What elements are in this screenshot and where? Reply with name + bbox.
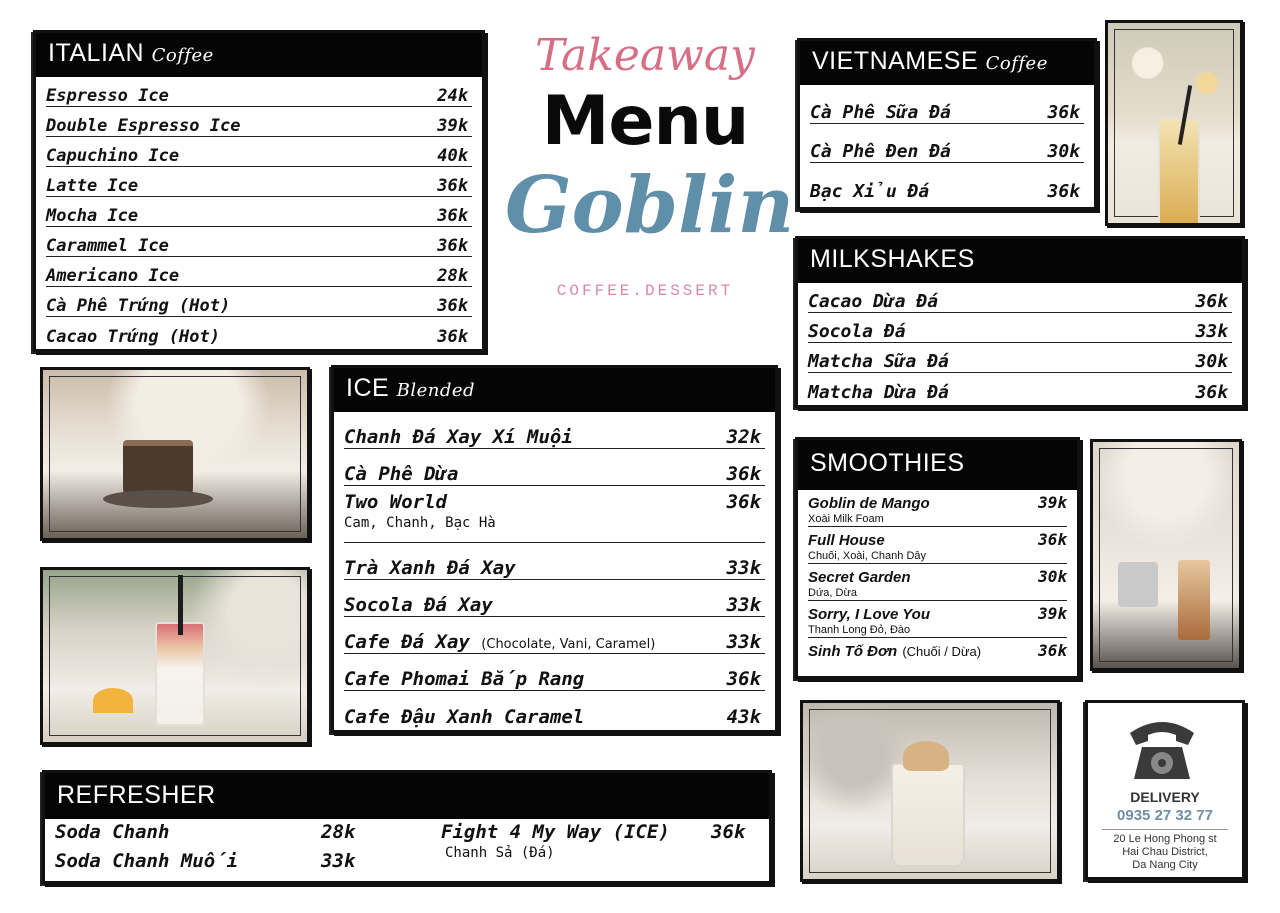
brand-name: Goblin xyxy=(505,160,795,251)
section-header xyxy=(334,368,775,412)
item-name: Espresso Ice xyxy=(46,86,169,106)
menu-item xyxy=(344,580,765,617)
item-price: 43k xyxy=(726,706,761,728)
menu-item xyxy=(46,137,472,167)
item-price: 36k xyxy=(1195,291,1228,312)
item-name: Socola Đá xyxy=(808,321,906,342)
menu-item xyxy=(810,85,1084,124)
item-price: 33k xyxy=(726,594,761,616)
item-name: Mocha Ice xyxy=(46,206,139,226)
item-name: Matcha Dừa Đá xyxy=(808,382,949,403)
saucer-icon xyxy=(103,490,213,508)
section-title: VIETNAMESE xyxy=(812,47,979,75)
menu-item xyxy=(810,124,1084,163)
item-price: 33k xyxy=(1195,321,1228,342)
item-name: Cà Phê Đen Đá xyxy=(810,141,951,162)
item-price: 36k xyxy=(726,463,761,485)
item-name: Sorry, I Love You xyxy=(808,606,930,623)
smoothies-section xyxy=(795,437,1080,679)
glass-icon xyxy=(891,763,965,867)
item-price: 36k xyxy=(437,327,468,347)
photo-iced-coffee xyxy=(1105,20,1243,226)
item-name-group xyxy=(808,604,930,637)
menu-item xyxy=(344,412,765,449)
menu-item xyxy=(46,227,472,257)
menu-item xyxy=(344,449,765,486)
item-name: Cacao Trứng (Hot) xyxy=(46,327,220,347)
glass-icon xyxy=(1178,560,1210,640)
item-price: 24k xyxy=(437,86,468,106)
item-name-group xyxy=(808,567,911,600)
item-name: Cà Phê Dừa xyxy=(344,463,459,485)
item-note: (Chocolate, Vani, Caramel) xyxy=(481,637,656,652)
refresher-section xyxy=(42,770,772,884)
refresher-item-list xyxy=(45,819,769,879)
section-header xyxy=(798,239,1242,283)
address-line: Da Nang City xyxy=(1132,859,1198,871)
item-price: 36k xyxy=(726,491,761,513)
menu-item xyxy=(808,343,1232,373)
section-header xyxy=(36,33,482,77)
item-name: Soda Chanh Muối xyxy=(55,850,239,872)
item-price: 36k xyxy=(1038,530,1067,549)
item-name: Latte Ice xyxy=(46,176,139,196)
item-price: 32k xyxy=(726,426,761,448)
section-header xyxy=(798,440,1077,490)
item-name-group xyxy=(344,631,655,653)
menu-item xyxy=(344,617,765,654)
item-price: 36k xyxy=(1047,181,1080,202)
item-price: 30k xyxy=(1195,351,1228,372)
item-name-group xyxy=(808,530,926,563)
item-price: 36k xyxy=(1038,641,1067,660)
menu-item xyxy=(344,654,765,691)
menu-item xyxy=(46,77,472,107)
item-price: 36k xyxy=(437,176,468,196)
menu-item xyxy=(46,107,472,137)
menu-item xyxy=(808,373,1232,403)
item-name: Cà Phê Trứng (Hot) xyxy=(46,296,231,316)
item-name: Capuchino Ice xyxy=(46,146,180,166)
item-price: 39k xyxy=(1038,493,1067,512)
straw-icon xyxy=(178,575,183,635)
menu-item xyxy=(808,527,1067,564)
item-name: Goblin de Mango xyxy=(808,495,930,512)
item-description: Cam, Chanh, Bạc Hà xyxy=(344,515,496,531)
item-name: Chanh Đá Xay Xí Muội xyxy=(344,426,573,448)
item-name: Full House xyxy=(808,532,885,549)
section-subtitle: Coffee xyxy=(151,45,214,66)
divider xyxy=(1102,829,1228,830)
menu-item xyxy=(46,317,472,347)
menu-item xyxy=(46,257,472,287)
vietnamese-coffee-section xyxy=(797,38,1097,210)
item-name: Americano Ice xyxy=(46,266,180,286)
caramel-topping-icon xyxy=(903,741,949,771)
item-description: Xoài Milk Foam xyxy=(808,513,884,525)
title-menu: Menu xyxy=(541,82,749,161)
item-name: Two World xyxy=(344,491,447,513)
item-name: Trà Xanh Đá Xay xyxy=(344,557,516,579)
italian-coffee-section xyxy=(33,30,485,352)
item-price: 33k xyxy=(726,631,761,653)
menu-item xyxy=(808,601,1067,638)
glass-icon xyxy=(155,622,205,726)
delivery-phone[interactable]: 0935 27 32 77 xyxy=(1117,807,1213,824)
vietnamese-item-list xyxy=(800,85,1094,202)
address xyxy=(1088,833,1242,872)
item-description: Thanh Long Đỏ, Đào xyxy=(808,624,911,636)
address-line: Hai Chau District, xyxy=(1122,846,1208,858)
item-price: 30k xyxy=(1038,567,1067,586)
item-price: 28k xyxy=(321,821,356,843)
menu-item xyxy=(808,283,1232,313)
title-takeaway: Takeaway xyxy=(535,30,755,81)
menu-item xyxy=(810,163,1084,202)
delivery-label: DELIVERY xyxy=(1130,789,1200,805)
photo-phin-coffee xyxy=(1090,439,1242,671)
item-name: Carammel Ice xyxy=(46,236,169,256)
item-name: Cafe Đá Xay xyxy=(344,631,470,653)
item-name: Socola Đá Xay xyxy=(344,594,493,616)
menu-item xyxy=(808,313,1232,343)
photo-hot-cocoa xyxy=(40,367,310,541)
orange-slice-icon xyxy=(93,688,133,713)
item-price: 33k xyxy=(726,557,761,579)
menu-item xyxy=(46,287,472,317)
item-price: 36k xyxy=(1047,102,1080,123)
item-name-group xyxy=(808,493,930,526)
section-title: SMOOTHIES xyxy=(810,449,965,477)
item-price: 33k xyxy=(321,850,356,872)
item-name-group xyxy=(808,641,981,668)
item-price: 36k xyxy=(437,296,468,316)
item-price: 28k xyxy=(437,266,468,286)
item-price: 36k xyxy=(711,821,746,843)
item-description: Chanh Sả (Đá) xyxy=(445,845,555,861)
item-name: Cafe Đậu Xanh Caramel xyxy=(344,706,585,728)
menu-item xyxy=(441,821,670,861)
item-price: 36k xyxy=(726,668,761,690)
address-line: 20 Le Hong Phong st xyxy=(1113,833,1217,845)
item-price: 36k xyxy=(437,206,468,226)
section-title: ITALIAN xyxy=(48,39,145,67)
item-price: 36k xyxy=(437,236,468,256)
item-description: Dứa, Dừa xyxy=(808,587,857,599)
menu-item xyxy=(55,850,238,872)
delivery-section xyxy=(1085,700,1245,880)
photo-whipped-drink xyxy=(800,700,1060,882)
section-subtitle: Blended xyxy=(396,380,476,401)
brand-tagline: COFFEE.DESSERT xyxy=(556,282,734,300)
item-name: Matcha Sữa Đá xyxy=(808,351,949,372)
menu-item xyxy=(808,638,1067,668)
italian-item-list xyxy=(36,77,482,347)
item-name: Cà Phê Sữa Đá xyxy=(810,102,951,123)
section-subtitle: Coffee xyxy=(985,53,1048,74)
item-price: 30k xyxy=(1047,141,1080,162)
menu-item xyxy=(344,543,765,580)
phin-filter-icon xyxy=(1118,562,1158,607)
section-title: REFRESHER xyxy=(57,781,216,809)
photo-fruit-drink xyxy=(40,567,310,745)
menu-item xyxy=(46,167,472,197)
item-name: Sinh Tố Đơn xyxy=(808,643,898,660)
item-name: Cacao Dừa Đá xyxy=(808,291,939,312)
menu-item xyxy=(344,691,765,728)
smoothies-item-list xyxy=(798,490,1077,668)
item-name: Fight 4 My Way (ICE) xyxy=(441,821,670,843)
item-price: 39k xyxy=(437,116,468,136)
item-name: Soda Chanh xyxy=(55,821,170,843)
item-price: 36k xyxy=(1195,382,1228,403)
menu-item xyxy=(808,490,1067,527)
section-title: ICE xyxy=(346,374,390,402)
item-name-group xyxy=(344,491,496,531)
item-note: (Chuối / Dừa) xyxy=(902,644,982,659)
telephone-icon xyxy=(1126,713,1198,783)
item-name: Bạc Xỉu Đá xyxy=(810,181,930,202)
ice-blended-section xyxy=(331,365,778,733)
item-description: Chuối, Xoài, Chanh Dây xyxy=(808,550,927,562)
item-name: Cafe Phomai Bắp Rang xyxy=(344,668,585,690)
item-price: 39k xyxy=(1038,604,1067,623)
menu-item xyxy=(55,821,169,843)
item-name: Secret Garden xyxy=(808,569,911,586)
ice-blended-item-list xyxy=(334,412,775,728)
menu-item xyxy=(344,486,765,543)
menu-item xyxy=(46,197,472,227)
milkshakes-section xyxy=(795,236,1245,408)
item-name: Double Espresso Ice xyxy=(46,116,241,136)
milkshakes-item-list xyxy=(798,283,1242,403)
item-price: 40k xyxy=(437,146,468,166)
section-title: MILKSHAKES xyxy=(810,245,975,273)
menu-item xyxy=(808,564,1067,601)
section-header xyxy=(45,773,769,819)
section-header xyxy=(800,41,1094,85)
